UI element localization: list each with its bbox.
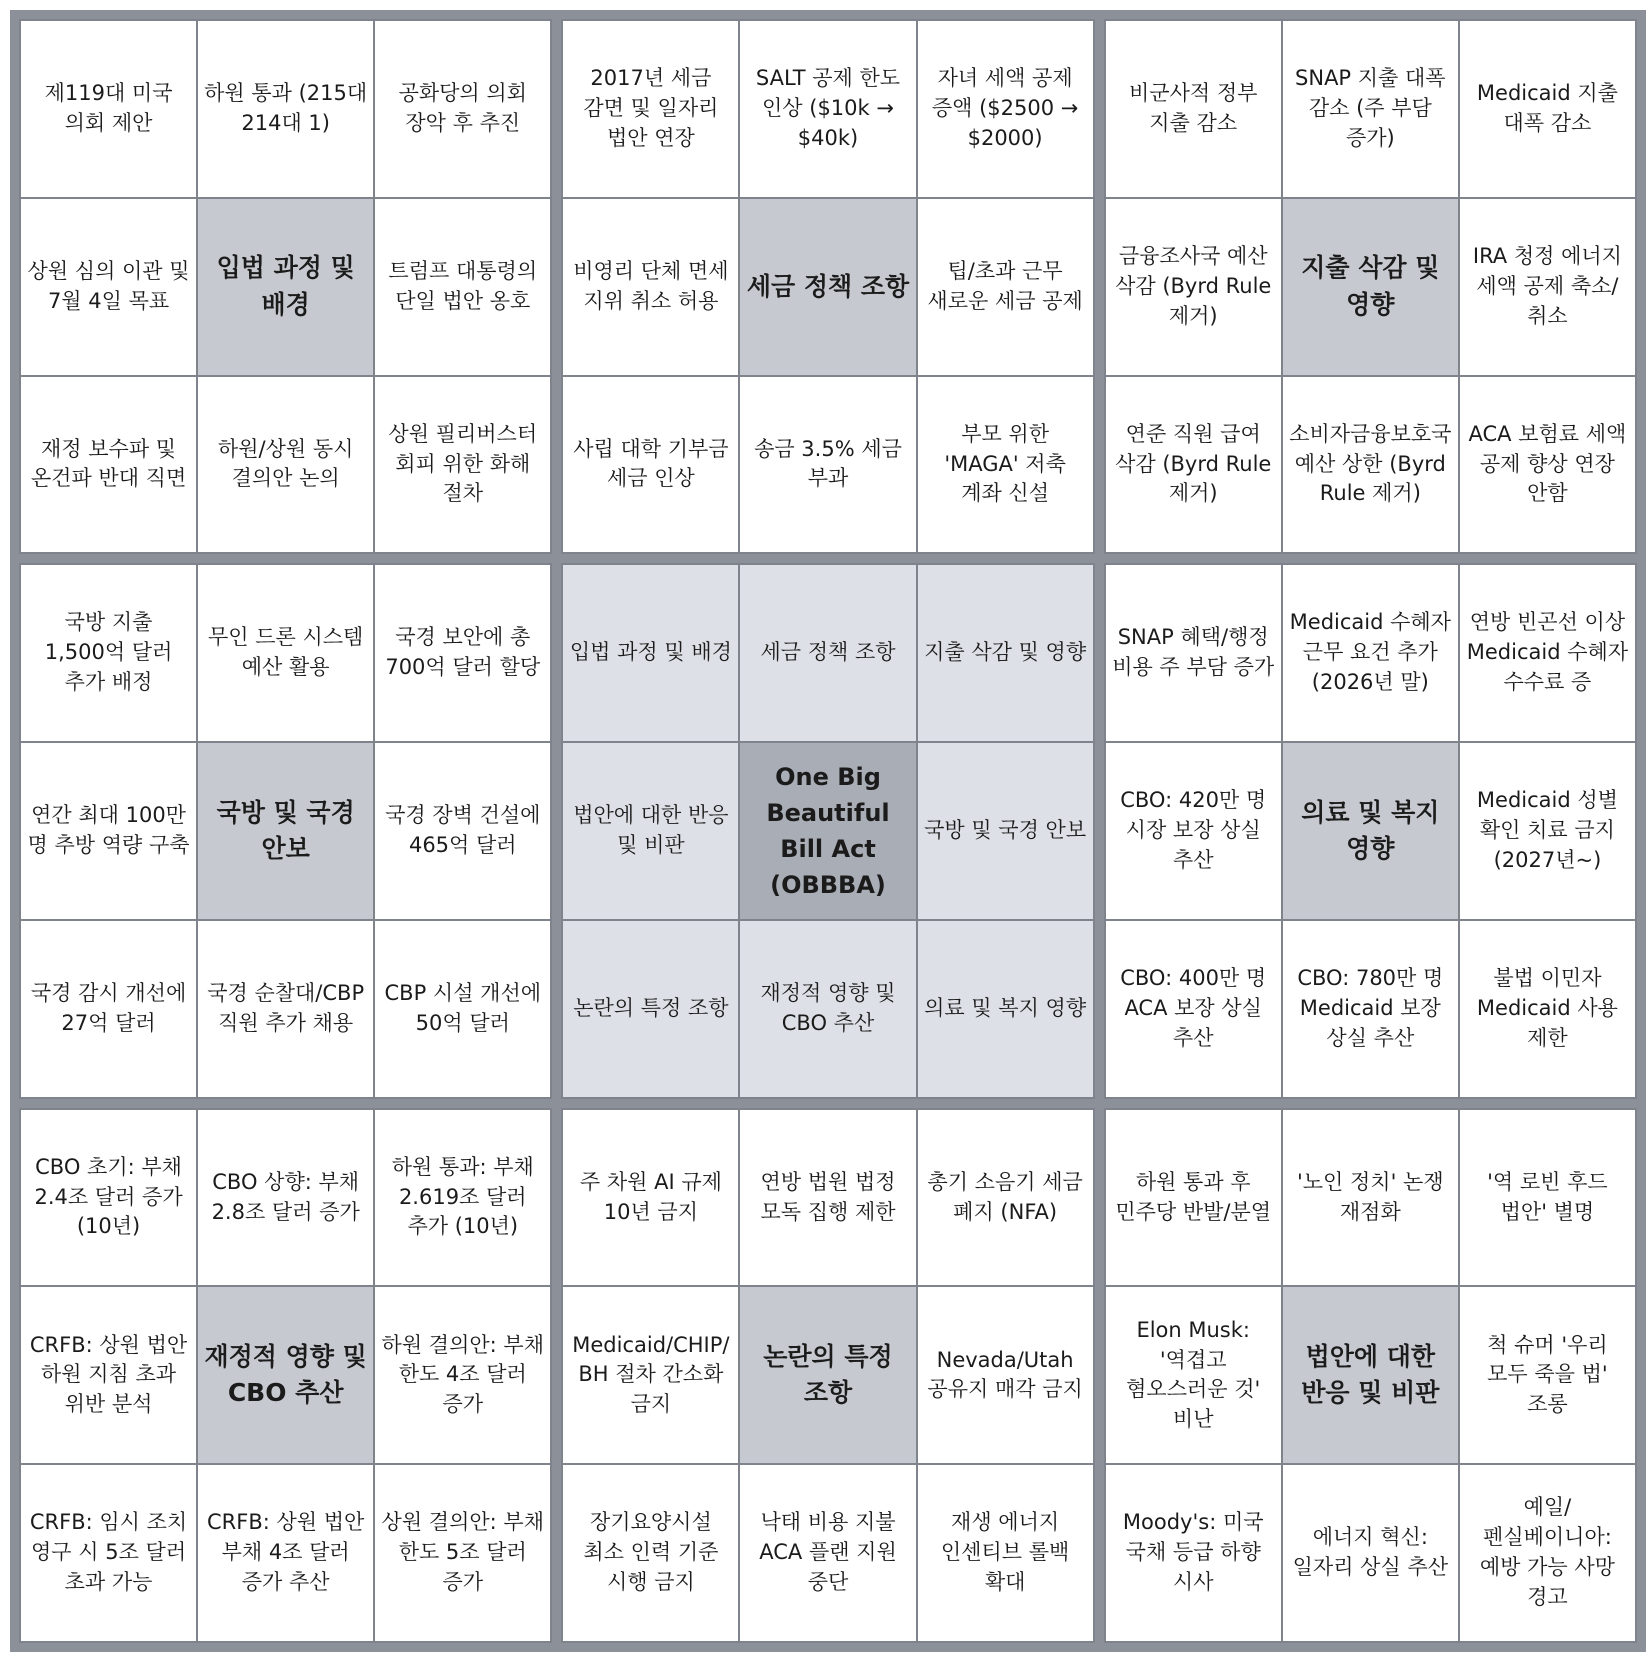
theme-block-3: [1104, 19, 1637, 554]
detail-cell: 팁/초과 근무 새로운 세금 공제: [918, 199, 1093, 375]
detail-cell: 비영리 단체 면세 지위 취소 허용: [563, 199, 738, 375]
detail-cell: 상원 필리버스터 회피 위한 화해 절차: [375, 377, 550, 553]
detail-cell: Nevada/Utah 공유지 매각 금지: [918, 1287, 1093, 1463]
detail-cell: 하원 통과: 부채 2.619조 달러 추가 (10년): [375, 1110, 550, 1286]
detail-cell: Medicaid 성별 확인 치료 금지 (2027년~): [1460, 743, 1635, 919]
core-theme-cell: 입법 과정 및 배경: [563, 565, 738, 741]
detail-cell: CBO: 400만 명 ACA 보장 상실 추산: [1106, 921, 1281, 1097]
core-theme-cell: 재정적 영향 및 CBO 추산: [740, 921, 915, 1097]
detail-cell: CBO 상향: 부채 2.8조 달러 증가: [198, 1110, 373, 1286]
detail-cell: CRFB: 임시 조치 영구 시 5조 달러 초과 가능: [21, 1465, 196, 1641]
detail-cell: 연준 직원 급여 삭감 (Byrd Rule 제거): [1106, 377, 1281, 553]
core-theme-cell: 세금 정책 조항: [740, 565, 915, 741]
detail-cell: 국경 감시 개선에 27억 달러: [21, 921, 196, 1097]
detail-cell: 불법 이민자 Medicaid 사용 제한: [1460, 921, 1635, 1097]
detail-cell: ACA 보험료 세액 공제 향상 연장 안함: [1460, 377, 1635, 553]
detail-cell: 금융조사국 예산 삭감 (Byrd Rule 제거): [1106, 199, 1281, 375]
detail-cell: 하원 결의안: 부채 한도 4조 달러 증가: [375, 1287, 550, 1463]
detail-cell: 연방 법원 법정 모독 집행 제한: [740, 1110, 915, 1286]
detail-cell: 부모 위한 'MAGA' 저축 계좌 신설: [918, 377, 1093, 553]
detail-cell: 에너지 혁신: 일자리 상실 추산: [1283, 1465, 1458, 1641]
theme-block-1: [19, 19, 552, 554]
detail-cell: 연방 빈곤선 이상 Medicaid 수혜자 수수료 증: [1460, 565, 1635, 741]
theme-title-cell: 논란의 특정 조항: [740, 1287, 915, 1463]
detail-cell: '노인 정치' 논쟁 재점화: [1283, 1110, 1458, 1286]
detail-cell: SNAP 혜택/행정 비용 주 부담 증가: [1106, 565, 1281, 741]
theme-block-9: [1104, 1108, 1637, 1643]
detail-cell: 제119대 미국 의회 제안: [21, 21, 196, 197]
core-theme-cell: 지출 삭감 및 영향: [918, 565, 1093, 741]
detail-cell: 송금 3.5% 세금 부과: [740, 377, 915, 553]
detail-cell: 낙태 비용 지불 ACA 플랜 지원 중단: [740, 1465, 915, 1641]
detail-cell: 국경 보안에 총 700억 달러 할당: [375, 565, 550, 741]
detail-cell: CRFB: 상원 법안 하원 지침 초과 위반 분석: [21, 1287, 196, 1463]
detail-cell: 주 차원 AI 규제 10년 금지: [563, 1110, 738, 1286]
detail-cell: 무인 드론 시스템 예산 활용: [198, 565, 373, 741]
detail-cell: 장기요양시설 최소 인력 기준 시행 금지: [563, 1465, 738, 1641]
core-theme-cell: 논란의 특정 조항: [563, 921, 738, 1097]
theme-block-6: [1104, 563, 1637, 1098]
core-theme-cell: 의료 및 복지 영향: [918, 921, 1093, 1097]
detail-cell: 자녀 세액 공제 증액 ($2500 → $2000): [918, 21, 1093, 197]
detail-cell: Medicaid 수혜자 근무 요건 추가 (2026년 말): [1283, 565, 1458, 741]
detail-cell: Moody's: 미국 국채 등급 하향 시사: [1106, 1465, 1281, 1641]
detail-cell: Medicaid/CHIP/BH 절차 간소화 금지: [563, 1287, 738, 1463]
detail-cell: 재생 에너지 인센티브 롤백 확대: [918, 1465, 1093, 1641]
core-theme-cell: 국방 및 국경 안보: [918, 743, 1093, 919]
detail-cell: 상원 심의 이관 및 7월 4일 목표: [21, 199, 196, 375]
detail-cell: Elon Musk: '역겹고 혐오스러운 것' 비난: [1106, 1287, 1281, 1463]
detail-cell: 국경 순찰대/CBP 직원 추가 채용: [198, 921, 373, 1097]
detail-cell: 소비자금융보호국 예산 상한 (Byrd Rule 제거): [1283, 377, 1458, 553]
detail-cell: 2017년 세금 감면 및 일자리 법안 연장: [563, 21, 738, 197]
detail-cell: CBO 초기: 부채 2.4조 달러 증가 (10년): [21, 1110, 196, 1286]
detail-cell: 사립 대학 기부금 세금 인상: [563, 377, 738, 553]
theme-block-2: [561, 19, 1094, 554]
detail-cell: IRA 청정 에너지 세액 공제 축소/취소: [1460, 199, 1635, 375]
theme-title-cell: 재정적 영향 및 CBO 추산: [198, 1287, 373, 1463]
center-block: [561, 563, 1094, 1098]
theme-block-4: [19, 563, 552, 1098]
detail-cell: CRFB: 상원 법안 부채 4조 달러 증가 추산: [198, 1465, 373, 1641]
detail-cell: 하원 통과 후 민주당 반발/분열: [1106, 1110, 1281, 1286]
detail-cell: 국경 장벽 건설에 465억 달러: [375, 743, 550, 919]
detail-cell: 상원 결의안: 부채 한도 5조 달러 증가: [375, 1465, 550, 1641]
detail-cell: 비군사적 정부 지출 감소: [1106, 21, 1281, 197]
core-theme-cell: 법안에 대한 반응 및 비판: [563, 743, 738, 919]
detail-cell: '역 로빈 후드 법안' 별명: [1460, 1110, 1635, 1286]
theme-title-cell: 법안에 대한 반응 및 비판: [1283, 1287, 1458, 1463]
theme-title-cell: 의료 및 복지 영향: [1283, 743, 1458, 919]
detail-cell: 공화당의 의회 장악 후 추진: [375, 21, 550, 197]
detail-cell: 총기 소음기 세금 폐지 (NFA): [918, 1110, 1093, 1286]
theme-block-7: [19, 1108, 552, 1643]
detail-cell: 하원/상원 동시 결의안 논의: [198, 377, 373, 553]
theme-title-cell: 지출 삭감 및 영향: [1283, 199, 1458, 375]
detail-cell: CBO: 780만 명 Medicaid 보장 상실 추산: [1283, 921, 1458, 1097]
detail-cell: 연간 최대 100만 명 추방 역량 구축: [21, 743, 196, 919]
mandala-chart: [10, 10, 1646, 1652]
detail-cell: 트럼프 대통령의 단일 법안 옹호: [375, 199, 550, 375]
detail-cell: CBP 시설 개선에 50억 달러: [375, 921, 550, 1097]
detail-cell: 재정 보수파 및 온건파 반대 직면: [21, 377, 196, 553]
theme-title-cell: 입법 과정 및 배경: [198, 199, 373, 375]
detail-cell: SNAP 지출 대폭 감소 (주 부담 증가): [1283, 21, 1458, 197]
detail-cell: SALT 공제 한도 인상 ($10k → $40k): [740, 21, 915, 197]
core-topic-cell: One Big Beautiful Bill Act (OBBBA): [740, 743, 915, 919]
theme-block-8: [561, 1108, 1094, 1643]
detail-cell: 예일/펜실베이니아: 예방 가능 사망 경고: [1460, 1465, 1635, 1641]
detail-cell: CBO: 420만 명 시장 보장 상실 추산: [1106, 743, 1281, 919]
theme-title-cell: 국방 및 국경 안보: [198, 743, 373, 919]
detail-cell: 하원 통과 (215대 214대 1): [198, 21, 373, 197]
theme-title-cell: 세금 정책 조항: [740, 199, 915, 375]
detail-cell: 척 슈머 '우리 모두 죽을 법' 조롱: [1460, 1287, 1635, 1463]
detail-cell: 국방 지출 1,500억 달러 추가 배정: [21, 565, 196, 741]
detail-cell: Medicaid 지출 대폭 감소: [1460, 21, 1635, 197]
